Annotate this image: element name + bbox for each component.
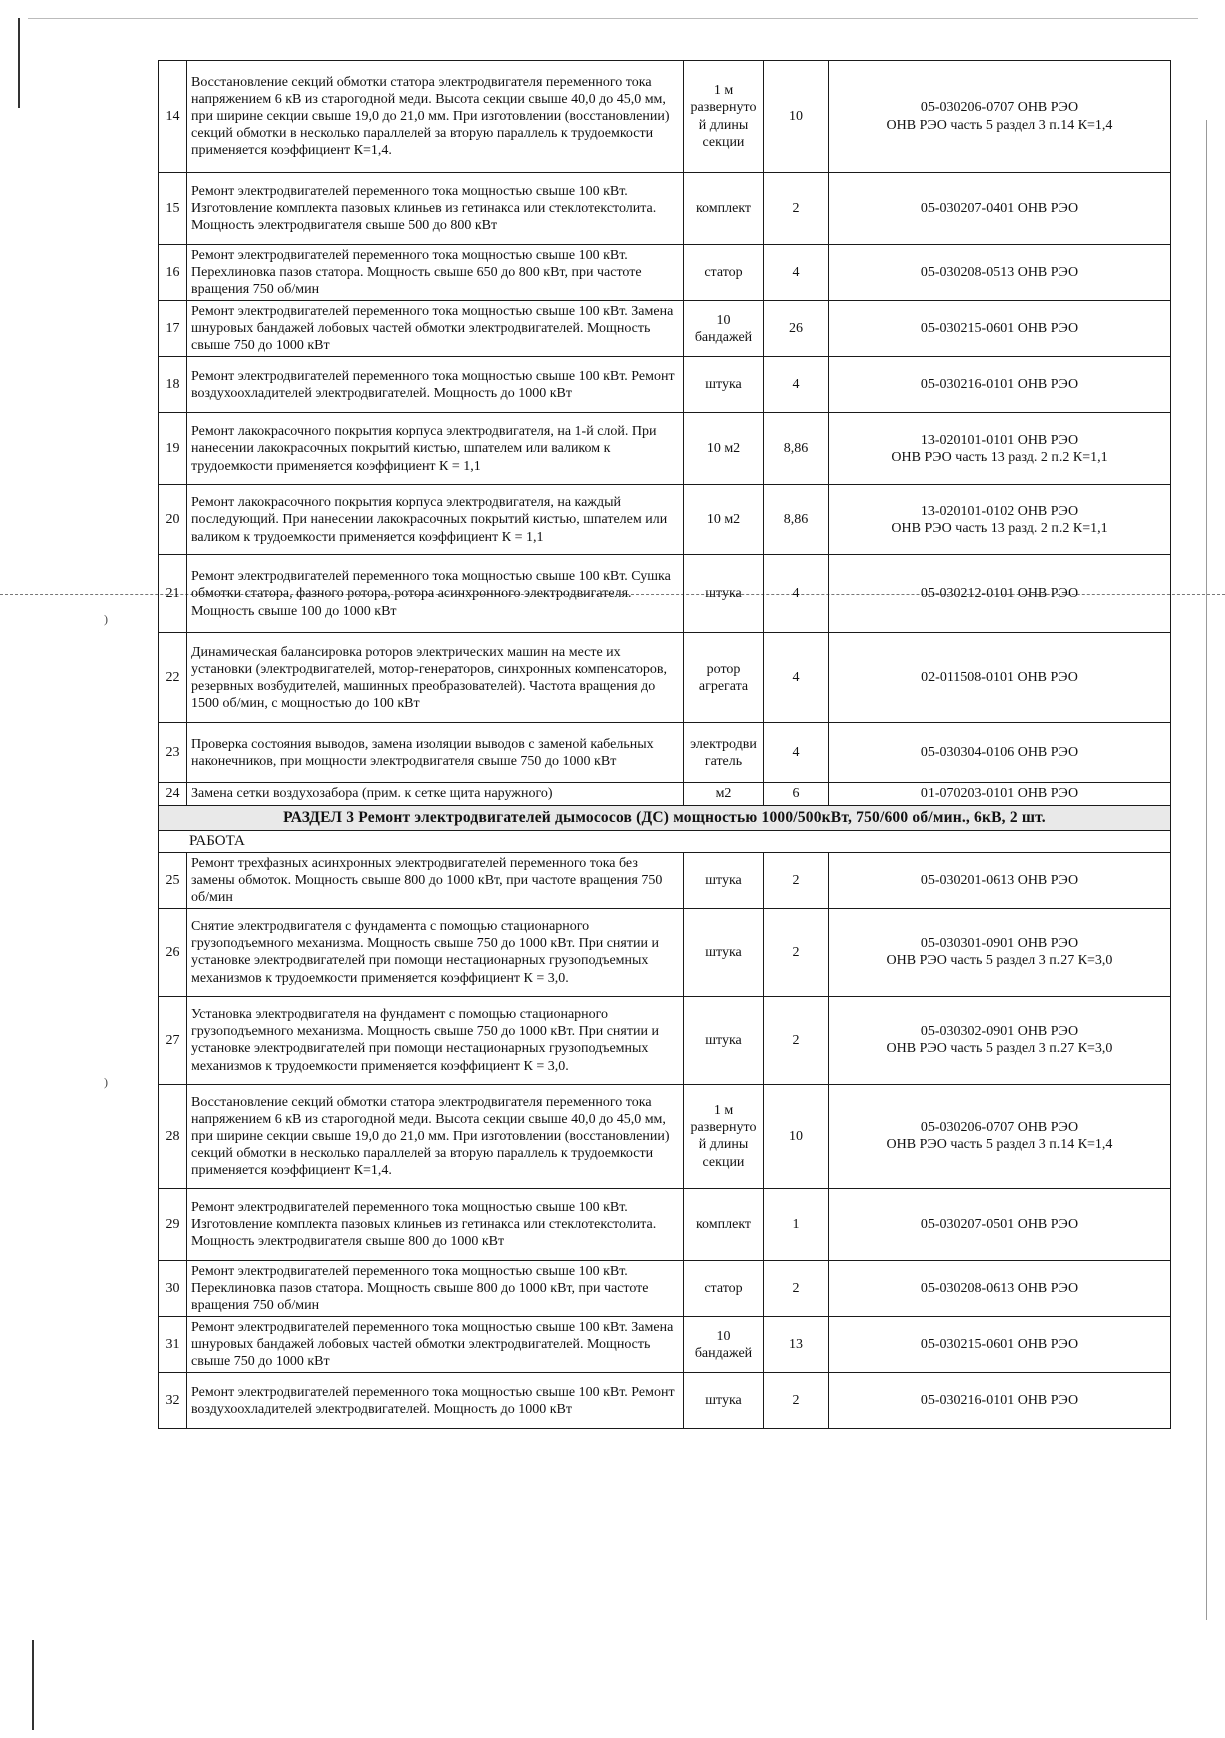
table-row <box>159 1373 1171 1429</box>
row-unit: ротор агрегата <box>684 633 764 723</box>
row-unit: электродви гатель <box>684 723 764 783</box>
row-description: Ремонт электродвигателей переменного тока мощностью свыше 100 кВт. Замена шнуровых бандажей лобовых частей обмотки электродвигателей. Мощность свыше 750 до 1000 кВт <box>187 301 684 357</box>
row-quantity: 6 <box>764 783 829 805</box>
row-norm-code <box>829 301 1171 357</box>
row-number: 16 <box>159 245 187 301</box>
row-number: 14 <box>159 61 187 173</box>
scan-edge-left-lower <box>32 1640 34 1730</box>
norm-code-primary: 05-030201-0613 ОНВ РЭО <box>920 872 1079 888</box>
norm-code-primary: 01-070203-0101 ОНВ РЭО <box>920 786 1079 802</box>
norm-code-primary: 05-030207-0501 ОНВ РЭО <box>920 1216 1079 1232</box>
table-row <box>159 245 1171 301</box>
norm-code-primary: 05-030215-0601 ОНВ РЭО <box>920 1337 1079 1353</box>
scan-top-line <box>28 18 1198 19</box>
norm-code-coefficient: ОНВ РЭО часть 5 раздел 3 п.14 К=1,4 <box>886 117 1113 133</box>
norm-code-primary: 13-020101-0102 ОНВ РЭО <box>920 503 1079 519</box>
row-number: 19 <box>159 413 187 485</box>
row-quantity: 2 <box>764 852 829 908</box>
row-description: Ремонт электродвигателей переменного тока мощностью свыше 100 кВт. Переклиновка пазов статора. Мощность свыше 800 до 1000 кВт, при частоте вращения 750 об/мин <box>187 1260 684 1316</box>
row-unit: статор <box>684 245 764 301</box>
row-number: 21 <box>159 555 187 633</box>
row-number: 28 <box>159 1084 187 1188</box>
row-quantity: 26 <box>764 301 829 357</box>
table-row <box>159 723 1171 783</box>
row-number: 22 <box>159 633 187 723</box>
works-table <box>158 60 1171 1429</box>
row-unit: 10 м2 <box>684 485 764 555</box>
row-quantity: 4 <box>764 245 829 301</box>
row-description: Ремонт электродвигателей переменного тока мощностью свыше 100 кВт. Сушка обмотки статора, фазного ротора, ротора асинхронного электродвигателя. Мощность свыше 100 до 1000 кВт <box>187 555 684 633</box>
norm-code-primary: 05-030212-0101 ОНВ РЭО <box>920 586 1079 602</box>
row-unit: 1 м развернуто й длины секции <box>684 61 764 173</box>
row-unit: штука <box>684 996 764 1084</box>
norm-code-primary: 13-020101-0101 ОНВ РЭО <box>920 432 1079 448</box>
norm-code-primary: 05-030207-0401 ОНВ РЭО <box>920 200 1079 216</box>
row-unit: 10 бандажей <box>684 301 764 357</box>
row-quantity: 2 <box>764 173 829 245</box>
table-row <box>159 996 1171 1084</box>
row-norm-code <box>829 852 1171 908</box>
row-description: Ремонт электродвигателей переменного тока мощностью свыше 100 кВт. Перехлиновка пазов статора. Мощность свыше 650 до 800 кВт, при частоте вращения 750 об/мин <box>187 245 684 301</box>
table-row <box>159 1188 1171 1260</box>
table-row <box>159 301 1171 357</box>
row-unit: 10 м2 <box>684 413 764 485</box>
row-quantity: 10 <box>764 61 829 173</box>
row-number: 29 <box>159 1188 187 1260</box>
row-number: 30 <box>159 1260 187 1316</box>
norm-code-primary: 05-030215-0601 ОНВ РЭО <box>920 321 1079 337</box>
row-number: 26 <box>159 908 187 996</box>
row-unit: штука <box>684 1373 764 1429</box>
row-number: 18 <box>159 357 187 413</box>
row-description: Ремонт электродвигателей переменного тока мощностью свыше 100 кВт. Ремонт воздухоохладителей электродвигателей. Мощность до 1000 кВт <box>187 1373 684 1429</box>
row-norm-code <box>829 996 1171 1084</box>
row-number: 17 <box>159 301 187 357</box>
norm-code-primary: 05-030206-0707 ОНВ РЭО <box>920 1120 1079 1136</box>
norm-code-coefficient: ОНВ РЭО часть 5 раздел 3 п.14 К=1,4 <box>886 1137 1113 1153</box>
row-unit: комплект <box>684 173 764 245</box>
row-quantity: 4 <box>764 633 829 723</box>
row-norm-code <box>829 908 1171 996</box>
table-row <box>159 1317 1171 1373</box>
section-subtitle-row <box>159 831 1171 852</box>
section-title: РАЗДЕЛ 3 Ремонт электродвигателей дымососов (ДС) мощностью 1000/500кВт, 750/600 об/мин., 6кВ, 2 шт. <box>159 805 1171 831</box>
row-unit: м2 <box>684 783 764 805</box>
scan-edge-left <box>18 18 20 108</box>
table-row <box>159 783 1171 805</box>
row-quantity: 4 <box>764 357 829 413</box>
row-quantity: 2 <box>764 1260 829 1316</box>
row-quantity: 2 <box>764 908 829 996</box>
row-norm-code <box>829 555 1171 633</box>
row-norm-code <box>829 1260 1171 1316</box>
table-row <box>159 173 1171 245</box>
table-row <box>159 908 1171 996</box>
works-sheet <box>158 60 1170 1429</box>
row-norm-code <box>829 413 1171 485</box>
row-norm-code <box>829 485 1171 555</box>
section-subtitle: РАБОТА <box>159 831 1171 852</box>
row-number: 32 <box>159 1373 187 1429</box>
table-row <box>159 357 1171 413</box>
row-description: Ремонт электродвигателей переменного тока мощностью свыше 100 кВт. Ремонт воздухоохладителей электродвигателей. Мощность до 1000 кВт <box>187 357 684 413</box>
table-row <box>159 1260 1171 1316</box>
row-description: Динамическая балансировка роторов электрических машин на месте их установки (электродвигателей, мотор-генераторов, синхронных компенсаторов, резервных возбудителей, машинных преобразователей). Частота вращения до 1500 об/мин, с мощностью до 100 кВт <box>187 633 684 723</box>
row-description: Ремонт электродвигателей переменного тока мощностью свыше 100 кВт. Изготовление комплекта пазовых клиньев из гетинакса или стеклотекстолита. Мощность электродвигателя свыше 800 до 1000 кВт <box>187 1188 684 1260</box>
row-norm-code <box>829 1188 1171 1260</box>
row-unit: статор <box>684 1260 764 1316</box>
works-table-body-b <box>159 852 1171 1429</box>
row-description: Ремонт лакокрасочного покрытия корпуса электродвигателя, на 1-й слой. При нанесении лакокрасочных покрытий кистью, шпателем или валиком к трудоемкости применяется коэффициент К = 1,1 <box>187 413 684 485</box>
works-table-body-a <box>159 61 1171 806</box>
row-description: Ремонт трехфазных асинхронных электродвигателей переменного тока без замены обмоток. Мощность свыше 800 до 1000 кВт, при частоте вращения 750 об/мин <box>187 852 684 908</box>
norm-code-primary: 02-011508-0101 ОНВ РЭО <box>921 670 1078 686</box>
table-row <box>159 852 1171 908</box>
row-unit: 10 бандажей <box>684 1317 764 1373</box>
norm-code-coefficient: ОНВ РЭО часть 5 раздел 3 п.27 К=3,0 <box>886 953 1113 969</box>
row-norm-code <box>829 1317 1171 1373</box>
scan-bracket-mark-2: ) <box>104 1075 108 1089</box>
row-quantity: 8,86 <box>764 413 829 485</box>
row-number: 15 <box>159 173 187 245</box>
norm-code-coefficient: ОНВ РЭО часть 13 разд. 2 п.2 К=1,1 <box>891 520 1108 536</box>
row-description: Восстановление секций обмотки статора электродвигателя переменного тока напряжением 6 кВ из старогодной меди. Высота секции свыше 40,0 до 45,0 мм, при ширине секции свыше 19,0 до 21,0 мм. При изготовлении (восстановлении) секций обмотки в несколько параллелей за вторую параллель к трудоемкости применяется коэффициент К=1,4. <box>187 1084 684 1188</box>
section-title-row <box>159 805 1171 831</box>
norm-code-primary: 05-030304-0106 ОНВ РЭО <box>920 745 1079 761</box>
norm-code-primary: 05-030302-0901 ОНВ РЭО <box>920 1024 1079 1040</box>
row-number: 31 <box>159 1317 187 1373</box>
row-number: 24 <box>159 783 187 805</box>
table-row <box>159 61 1171 173</box>
row-description: Замена сетки воздухозабора (прим. к сетке щита наружного) <box>187 783 684 805</box>
row-quantity: 2 <box>764 1373 829 1429</box>
row-unit: штука <box>684 908 764 996</box>
row-unit: штука <box>684 357 764 413</box>
row-norm-code <box>829 61 1171 173</box>
row-norm-code <box>829 1373 1171 1429</box>
row-description: Ремонт электродвигателей переменного тока мощностью свыше 100 кВт. Замена шнуровых бандажей лобовых частей обмотки электродвигателей. Мощность свыше 750 до 1000 кВт <box>187 1317 684 1373</box>
row-quantity: 8,86 <box>764 485 829 555</box>
norm-code-primary: 05-030208-0613 ОНВ РЭО <box>920 1281 1079 1297</box>
row-quantity: 13 <box>764 1317 829 1373</box>
table-row <box>159 485 1171 555</box>
row-quantity: 1 <box>764 1188 829 1260</box>
norm-code-coefficient: ОНВ РЭО часть 5 раздел 3 п.27 К=3,0 <box>886 1041 1113 1057</box>
row-quantity: 10 <box>764 1084 829 1188</box>
row-description: Установка электродвигателя на фундамент с помощью стационарного грузоподъемного механизма. Мощность свыше 750 до 1000 кВт. При снятии и установке электродвигателей при помощи нестационарных грузоподъемных механизмов к трудоемкости применяется коэффициент К = 3,0. <box>187 996 684 1084</box>
row-description: Ремонт лакокрасочного покрытия корпуса электродвигателя, на каждый последующий. При нанесении лакокрасочных покрытий кистью, шпателем или валиком к трудоемкости применяется коэффициент К = 1,1 <box>187 485 684 555</box>
row-norm-code <box>829 245 1171 301</box>
norm-code-primary: 05-030216-0101 ОНВ РЭО <box>920 1393 1079 1409</box>
norm-code-primary: 05-030216-0101 ОНВ РЭО <box>920 377 1079 393</box>
row-description: Снятие электродвигателя с фундамента с помощью стационарного грузоподъемного механизма. Мощность свыше 750 до 1000 кВт. При снятии и установке электродвигателей при помощи нестационарных грузоподъемных механизмов к трудоемкости применяется коэффициент К = 3,0. <box>187 908 684 996</box>
section-header <box>159 805 1171 852</box>
row-norm-code <box>829 357 1171 413</box>
row-norm-code <box>829 723 1171 783</box>
row-description: Проверка состояния выводов, замена изоляции выводов с заменой кабельных наконечников, при мощности электродвигателя свыше 750 до 1000 кВт <box>187 723 684 783</box>
row-unit: комплект <box>684 1188 764 1260</box>
row-number: 23 <box>159 723 187 783</box>
row-description: Ремонт электродвигателей переменного тока мощностью свыше 100 кВт. Изготовление комплекта пазовых клиньев из гетинакса или стеклотекстолита. Мощность электродвигателя свыше 500 до 800 кВт <box>187 173 684 245</box>
row-norm-code <box>829 783 1171 805</box>
row-quantity: 4 <box>764 555 829 633</box>
scan-bracket-mark: ) <box>104 612 108 626</box>
table-row <box>159 555 1171 633</box>
norm-code-primary: 05-030206-0707 ОНВ РЭО <box>920 100 1079 116</box>
row-number: 27 <box>159 996 187 1084</box>
table-row <box>159 413 1171 485</box>
table-row <box>159 1084 1171 1188</box>
norm-code-primary: 05-030301-0901 ОНВ РЭО <box>920 936 1079 952</box>
row-norm-code <box>829 633 1171 723</box>
row-number: 25 <box>159 852 187 908</box>
row-unit: штука <box>684 852 764 908</box>
row-norm-code <box>829 1084 1171 1188</box>
row-norm-code <box>829 173 1171 245</box>
row-number: 20 <box>159 485 187 555</box>
row-description: Восстановление секций обмотки статора электродвигателя переменного тока напряжением 6 кВ из старогодной меди. Высота секции свыше 40,0 до 45,0 мм, при ширине секции свыше 19,0 до 21,0 мм. При изготовлении (восстановлении) секций обмотки в несколько параллелей за вторую параллель к трудоемкости применяется коэффициент К=1,4. <box>187 61 684 173</box>
scan-edge-right <box>1206 120 1207 1620</box>
norm-code-primary: 05-030208-0513 ОНВ РЭО <box>920 265 1079 281</box>
row-quantity: 2 <box>764 996 829 1084</box>
row-unit: 1 м развернуто й длины секции <box>684 1084 764 1188</box>
row-unit: штука <box>684 555 764 633</box>
table-row <box>159 633 1171 723</box>
row-quantity: 4 <box>764 723 829 783</box>
norm-code-coefficient: ОНВ РЭО часть 13 разд. 2 п.2 К=1,1 <box>891 449 1108 465</box>
